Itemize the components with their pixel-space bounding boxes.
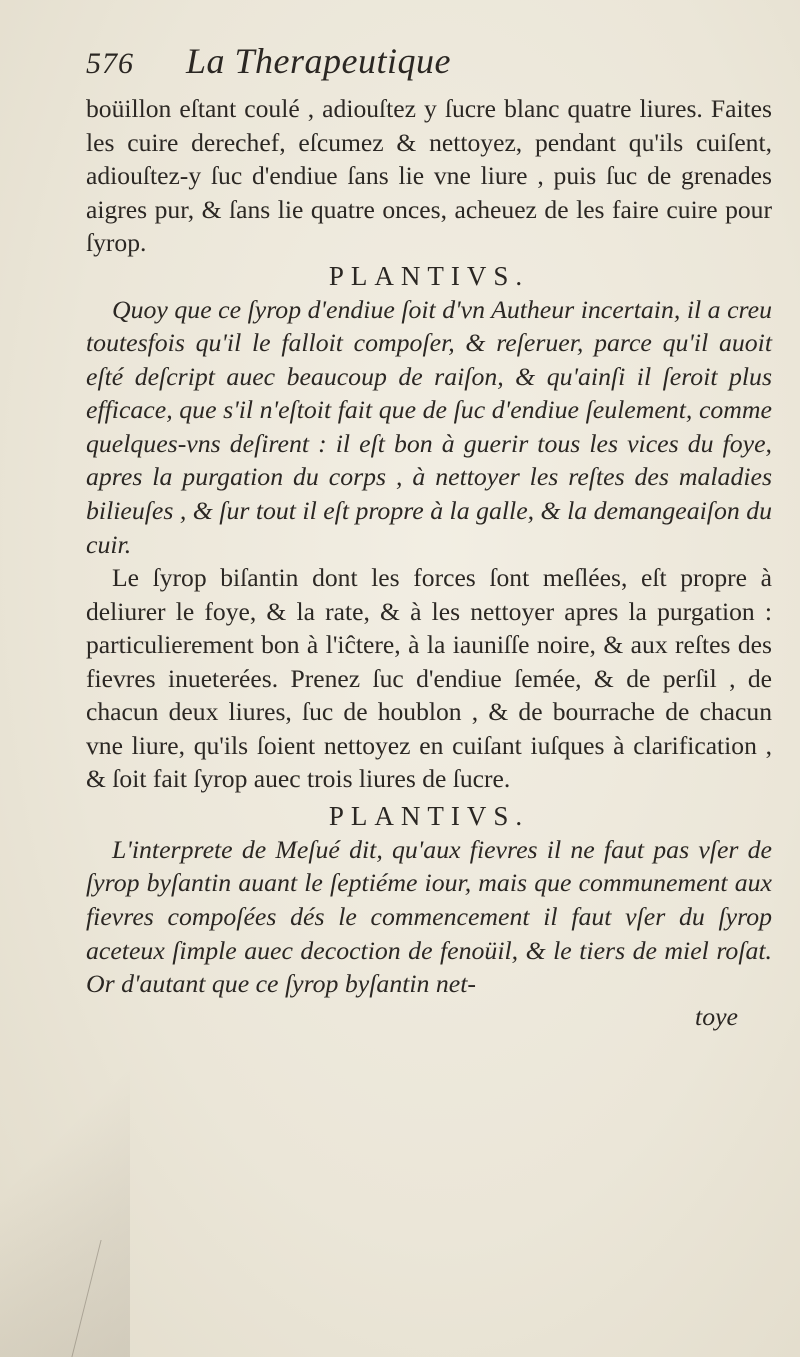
paragraph-syrop-bisantin: Le ſyrop biſantin dont les forces ſont meſlées, eſt propre à deliurer le foye, & la rate, & à les nettoyer apres la purgation : particulierement bon à l'iĉtere, à la iauniſſe noire, & aux reſtes des fievres inueterées. Prenez ſuc d'endiue ſemée, & de perſil , de chacun deux liures, ſuc de houblon , & de bourrache de chacun vne liure, qu'ils ſoient nettoyez en cuiſant iuſques à clarification , & ſoit fait ſyrop auec trois liures de ſucre.: [86, 563, 772, 794]
section-heading-plantius-2: PLANTIVS.: [328, 800, 530, 831]
section-heading-plantius-1: PLANTIVS.: [328, 260, 530, 291]
catchword: toye: [695, 1001, 738, 1031]
running-title: La Therapeutique: [186, 41, 451, 81]
page-header: [86, 40, 772, 92]
paragraph-recipe-continuation: boüillon eſtant coulé , adiouſtez y ſucre blanc quatre liures. Faites les cuire derechef, eſcumez & nettoyez, pendant qu'ils cuiſent, adiouſtez-y ſuc d'endiue ſans lie vne liure , puis ſuc de grenades aigres pur, & ſans lie quatre onces, acheuez de les faire cuire pour ſyrop.: [86, 94, 772, 257]
page-content: [86, 40, 772, 1033]
page-number: 576: [86, 47, 134, 80]
paragraph-plantius-commentary-1: Quoy que ce ſyrop d'endiue ſoit d'vn Autheur incertain, il a creu toutesfois qu'il le falloit compoſer, & reſeruer, parce qu'il auoit eſté deſcript auec beaucoup de raiſon, & qu'ainſi il ſeroit plus efficace, que s'il n'eſtoit fait que de ſuc d'endiue ſeulement, comme quelques-vns deſirent : il eſt bon à guerir tous les vices du foye, apres la purgation du corps , à nettoyer les reſtes des maladies bilieuſes , & ſur tout il eſt propre à la galle, & la demangeaiſon du cuir.: [86, 294, 772, 559]
paragraph-plantius-commentary-2: L'interprete de Meſué dit, qu'aux fievres il ne faut pas vſer de ſyrop byſantin auant le ſeptiéme iour, mais que communement aux fievres compoſées dés le commencement il faut vſer du ſyrop aceteux ſimple auec decoction de fenoüil, & le tiers de miel roſat. Or d'autant que ce ſyrop byſantin net-: [86, 834, 772, 999]
